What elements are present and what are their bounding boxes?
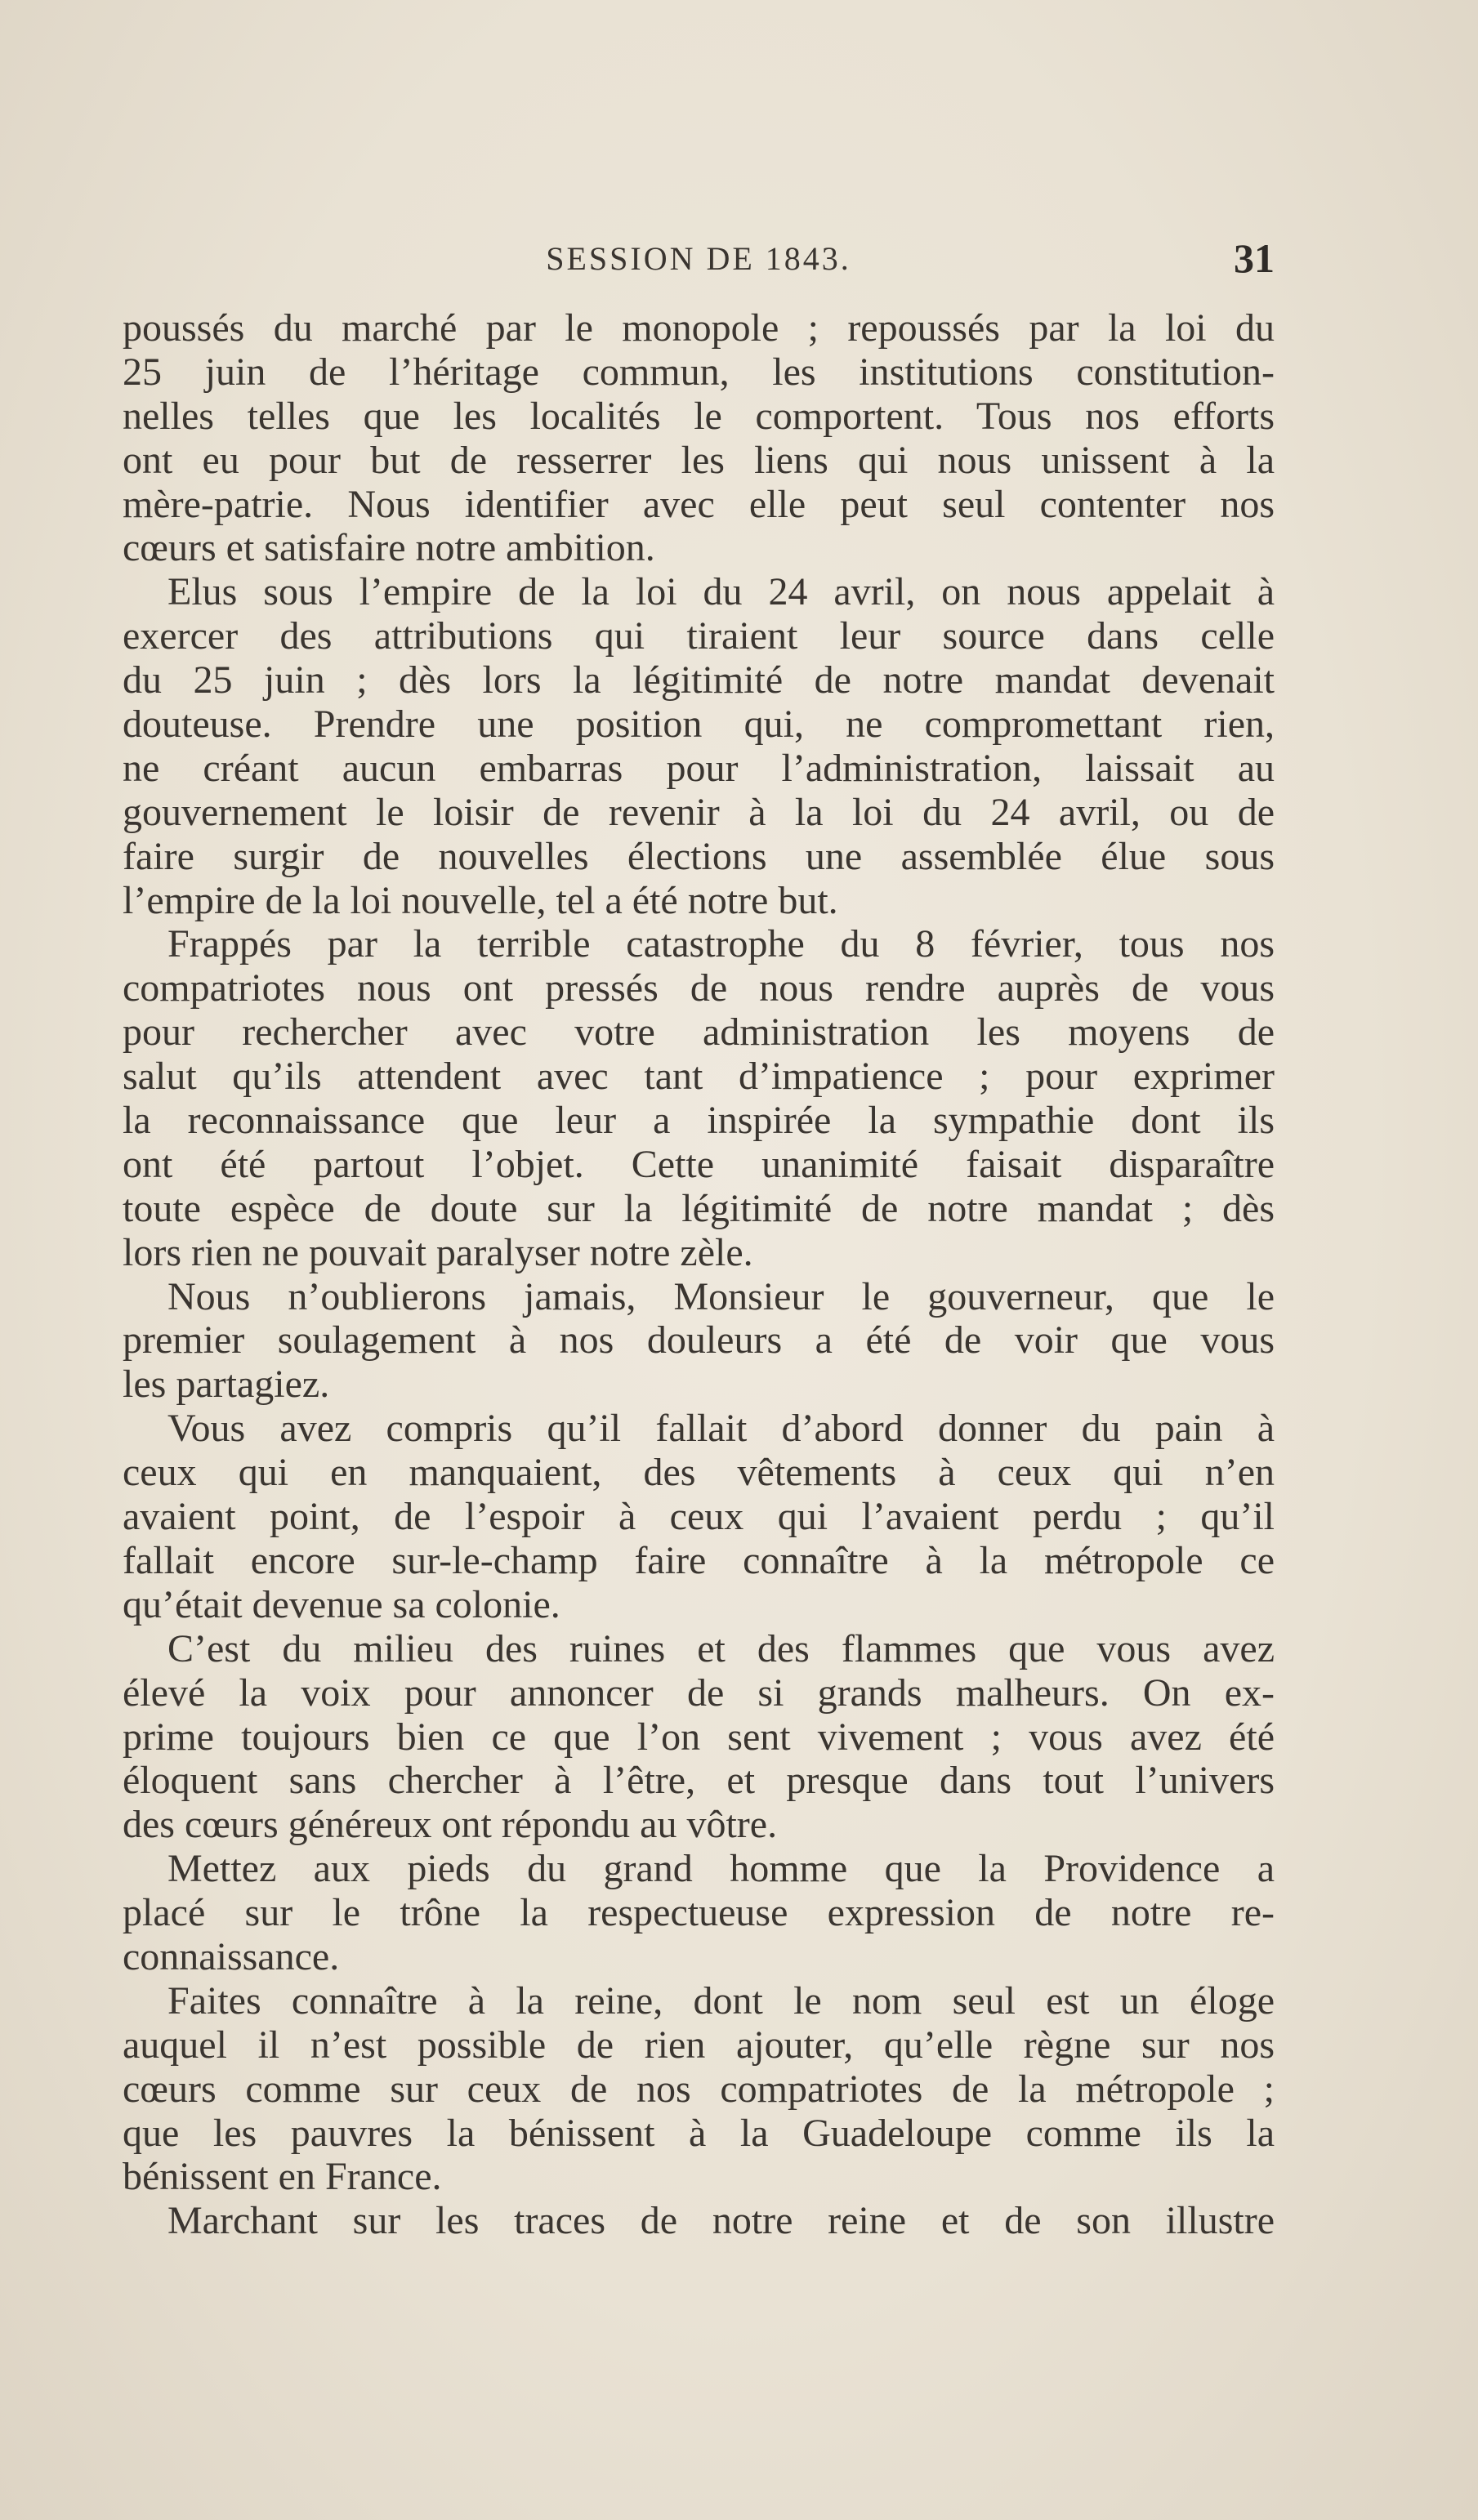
text-line: avaient point, de l’espoir à ceux qui l’avaient perdu ; qu’il <box>123 1495 1275 1539</box>
text-line: bénissent en France. <box>123 2155 442 2199</box>
text-line: ont été partout l’objet. Cette unanimité faisait disparaître <box>123 1142 1275 1186</box>
text-line: l’empire de la loi nouvelle, tel a été notre but. <box>123 878 838 922</box>
text-line: auquel il n’est possible de rien ajouter, qu’elle règne sur nos <box>123 2023 1275 2067</box>
text-line: cœurs et satisfaire notre ambition. <box>123 526 655 570</box>
text-line: élevé la voix pour annoncer de si grands malheurs. On ex- <box>123 1670 1275 1715</box>
text-line: Marchant sur les traces de notre reine et de son illustre <box>167 2199 1275 2243</box>
text-line: lors rien ne pouvait paralyser notre zèle. <box>123 1230 753 1274</box>
text-line: douteuse. Prendre une position qui, ne compromettant rien, <box>123 702 1275 747</box>
text-line: Nous n’oublierons jamais, Monsieur le gouverneur, que le <box>167 1274 1275 1318</box>
body-text <box>123 306 1275 2243</box>
running-title: SESSION DE 1843. <box>546 240 851 277</box>
text-line: mère-patrie. Nous identifier avec elle peut seul contenter nos <box>123 482 1275 526</box>
text-line: les partagiez. <box>123 1363 330 1407</box>
text-line: pour rechercher avec votre administration les moyens de <box>123 1010 1275 1055</box>
text-line: fallait encore sur-le-champ faire connaître à la métropole ce <box>123 1538 1275 1582</box>
text-line: ceux qui en manquaient, des vêtements à ceux qui n’en <box>123 1451 1275 1495</box>
text-line: placé sur le trône la respectueuse expression de notre re- <box>123 1891 1275 1935</box>
text-line: Frappés par la terrible catastrophe du 8 février, tous nos <box>167 922 1275 966</box>
text-line: poussés du marché par le monopole ; repoussés par la loi du <box>123 306 1275 350</box>
text-line: C’est du milieu des ruines et des flammes que vous avez <box>167 1626 1275 1670</box>
text-line: compatriotes nous ont pressés de nous rendre auprès de vous <box>123 966 1275 1010</box>
text-line: faire surgir de nouvelles élections une assemblée élue sous <box>123 834 1275 878</box>
text-line: des cœurs généreux ont répondu au vôtre. <box>123 1803 778 1847</box>
page-number: 31 <box>1234 235 1275 281</box>
text-line: cœurs comme sur ceux de nos compatriotes de la métropole ; <box>123 2067 1275 2111</box>
text-line: éloquent sans chercher à l’être, et presque dans tout l’univers <box>123 1759 1275 1803</box>
text-line: gouvernement le loisir de revenir à la loi du 24 avril, ou de <box>123 790 1275 834</box>
text-line: salut qu’ils attendent avec tant d’impatience ; pour exprimer <box>123 1055 1275 1099</box>
text-line: Faites connaître à la reine, dont le nom seul est un éloge <box>167 1978 1275 2023</box>
text-line: Vous avez compris qu’il fallait d’abord donner du pain à <box>167 1407 1275 1451</box>
text-line: Mettez aux pieds du grand homme que la Providence a <box>167 1847 1275 1891</box>
text-line: du 25 juin ; dès lors la légitimité de notre mandat devenait <box>123 658 1275 702</box>
text-line: qu’était devenue sa colonie. <box>123 1582 560 1626</box>
text-line: nelles telles que les localités le comportent. Tous nos efforts <box>123 394 1275 438</box>
text-line: la reconnaissance que leur a inspirée la sympathie dont ils <box>123 1099 1275 1143</box>
text-line: 25 juin de l’héritage commun, les institutions constitution- <box>123 350 1275 394</box>
text-line: toute espèce de doute sur la légitimité de notre mandat ; dès <box>123 1186 1275 1230</box>
text-line: ne créant aucun embarras pour l’administration, laissait au <box>123 746 1275 790</box>
text-line: connaissance. <box>123 1934 340 1978</box>
text-line: exercer des attributions qui tiraient leur source dans celle <box>123 614 1275 658</box>
text-line: que les pauvres la bénissent à la Guadeloupe comme ils la <box>123 2111 1275 2155</box>
running-head <box>123 233 1275 282</box>
text-line: premier soulagement à nos douleurs a été de voir que vous <box>123 1318 1275 1363</box>
text-line: Elus sous l’empire de la loi du 24 avril, on nous appelait à <box>167 570 1275 614</box>
text-line: ont eu pour but de resserrer les liens qui nous unissent à la <box>123 438 1275 482</box>
text-line: prime toujours bien ce que l’on sent vivement ; vous avez été <box>123 1715 1275 1759</box>
